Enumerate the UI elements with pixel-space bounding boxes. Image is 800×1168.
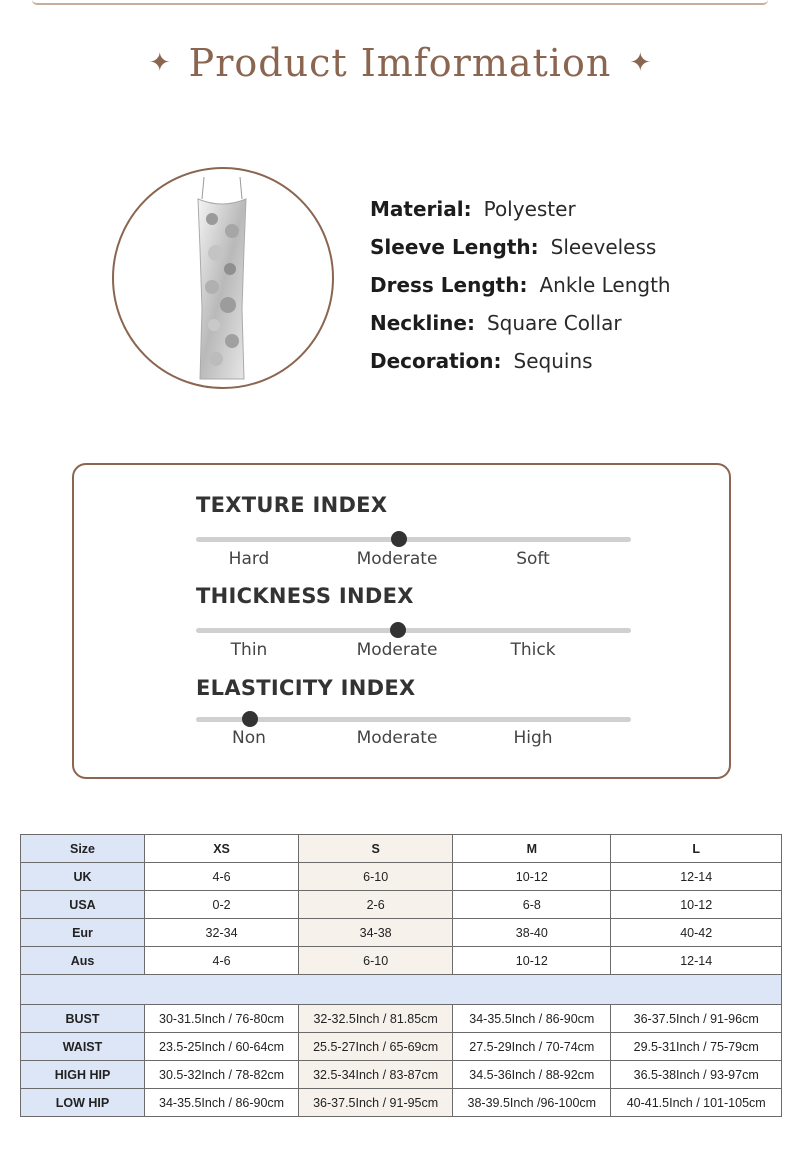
table-row bbox=[21, 891, 782, 919]
index-title: TEXTURE INDEX bbox=[196, 493, 388, 517]
section-header bbox=[0, 38, 800, 88]
table-cell: S bbox=[299, 835, 453, 863]
table-cell: 12-14 bbox=[611, 863, 782, 891]
table-cell: LOW HIP bbox=[21, 1089, 145, 1117]
table-cell: 6-10 bbox=[299, 947, 453, 975]
spec-label: Neckline: bbox=[370, 311, 475, 335]
table-cell: 10-12 bbox=[453, 947, 611, 975]
table-row bbox=[21, 919, 782, 947]
table-cell: 23.5-25Inch / 60-64cm bbox=[145, 1033, 299, 1061]
spec-list bbox=[370, 190, 671, 380]
table-cell: M bbox=[453, 835, 611, 863]
index-label: High bbox=[513, 728, 553, 748]
fabric-index-panel bbox=[72, 463, 731, 779]
sparkle-right-icon: ✦ bbox=[629, 48, 652, 78]
table-cell: 32-34 bbox=[145, 919, 299, 947]
page-title: Product Imformation bbox=[188, 41, 612, 85]
top-divider bbox=[32, 0, 768, 5]
index-label: Thick bbox=[510, 640, 556, 660]
table-cell: 30.5-32Inch / 78-82cm bbox=[145, 1061, 299, 1089]
table-cell: XS bbox=[145, 835, 299, 863]
table-cell: 40-42 bbox=[611, 919, 782, 947]
table-cell: 10-12 bbox=[453, 863, 611, 891]
index-label: Moderate bbox=[356, 640, 438, 660]
spec-label: Decoration: bbox=[370, 349, 502, 373]
spec-value: Sequins bbox=[513, 349, 593, 373]
table-cell: 34-35.5Inch / 86-90cm bbox=[145, 1089, 299, 1117]
thickness-index bbox=[196, 584, 636, 660]
product-image bbox=[112, 167, 334, 389]
table-row bbox=[21, 1089, 782, 1117]
sparkle-left-icon: ✦ bbox=[148, 48, 171, 78]
table-cell: 36-37.5Inch / 91-96cm bbox=[611, 1005, 782, 1033]
spec-sleeve-length bbox=[370, 228, 671, 266]
table-cell: USA bbox=[21, 891, 145, 919]
table-cell: 32.5-34Inch / 83-87cm bbox=[299, 1061, 453, 1089]
table-row bbox=[21, 947, 782, 975]
index-marker bbox=[390, 622, 406, 638]
table-cell: L bbox=[611, 835, 782, 863]
spec-dress-length bbox=[370, 266, 671, 304]
table-cell: WAIST bbox=[21, 1033, 145, 1061]
table-cell: BUST bbox=[21, 1005, 145, 1033]
table-cell: 6-8 bbox=[453, 891, 611, 919]
table-cell: 30-31.5Inch / 76-80cm bbox=[145, 1005, 299, 1033]
table-cell: 38-39.5Inch /96-100cm bbox=[453, 1089, 611, 1117]
texture-index bbox=[196, 493, 636, 569]
index-marker bbox=[242, 711, 258, 727]
table-row bbox=[21, 1061, 782, 1089]
index-title: THICKNESS INDEX bbox=[196, 584, 414, 608]
table-cell: 38-40 bbox=[453, 919, 611, 947]
index-label: Moderate bbox=[356, 549, 438, 569]
table-cell: 34.5-36Inch / 88-92cm bbox=[453, 1061, 611, 1089]
spec-material bbox=[370, 190, 671, 228]
spec-decoration bbox=[370, 342, 671, 380]
table-row bbox=[21, 1033, 782, 1061]
spec-value: Sleeveless bbox=[550, 235, 657, 259]
table-separator bbox=[21, 975, 782, 1005]
table-cell: 34-38 bbox=[299, 919, 453, 947]
table-cell: 40-41.5Inch / 101-105cm bbox=[611, 1089, 782, 1117]
spec-value: Ankle Length bbox=[539, 273, 671, 297]
table-cell: 4-6 bbox=[145, 947, 299, 975]
spec-label: Material: bbox=[370, 197, 472, 221]
index-marker bbox=[391, 531, 407, 547]
index-track bbox=[196, 628, 631, 633]
table-row bbox=[21, 1005, 782, 1033]
index-label: Moderate bbox=[356, 728, 438, 748]
table-cell: 2-6 bbox=[299, 891, 453, 919]
table-separator-row bbox=[21, 975, 782, 1005]
table-cell: 27.5-29Inch / 70-74cm bbox=[453, 1033, 611, 1061]
table-cell: 34-35.5Inch / 86-90cm bbox=[453, 1005, 611, 1033]
spec-label: Dress Length: bbox=[370, 273, 528, 297]
table-header-row bbox=[21, 835, 782, 863]
table-cell: UK bbox=[21, 863, 145, 891]
table-cell: 25.5-27Inch / 65-69cm bbox=[299, 1033, 453, 1061]
spec-value: Polyester bbox=[483, 197, 576, 221]
spec-label: Sleeve Length: bbox=[370, 235, 539, 259]
index-label: Soft bbox=[516, 549, 550, 569]
table-cell: HIGH HIP bbox=[21, 1061, 145, 1089]
index-track bbox=[196, 537, 631, 542]
index-title: ELASTICITY INDEX bbox=[196, 676, 416, 700]
table-row bbox=[21, 863, 782, 891]
table-cell: Size bbox=[21, 835, 145, 863]
index-label: Hard bbox=[228, 549, 270, 569]
index-label: Non bbox=[232, 728, 266, 748]
table-cell: 32-32.5Inch / 81.85cm bbox=[299, 1005, 453, 1033]
table-cell: Eur bbox=[21, 919, 145, 947]
table-cell: 0-2 bbox=[145, 891, 299, 919]
index-track bbox=[196, 717, 631, 722]
spec-value: Square Collar bbox=[486, 311, 622, 335]
size-chart-table bbox=[20, 834, 782, 1117]
table-cell: 10-12 bbox=[611, 891, 782, 919]
table-cell: 29.5-31Inch / 75-79cm bbox=[611, 1033, 782, 1061]
table-cell: 36.5-38Inch / 93-97cm bbox=[611, 1061, 782, 1089]
table-cell: 6-10 bbox=[299, 863, 453, 891]
elasticity-index bbox=[196, 676, 636, 748]
index-label: Thin bbox=[230, 640, 268, 660]
table-cell: 4-6 bbox=[145, 863, 299, 891]
table-cell: 12-14 bbox=[611, 947, 782, 975]
table-cell: 36-37.5Inch / 91-95cm bbox=[299, 1089, 453, 1117]
spec-neckline bbox=[370, 304, 671, 342]
table-cell: Aus bbox=[21, 947, 145, 975]
